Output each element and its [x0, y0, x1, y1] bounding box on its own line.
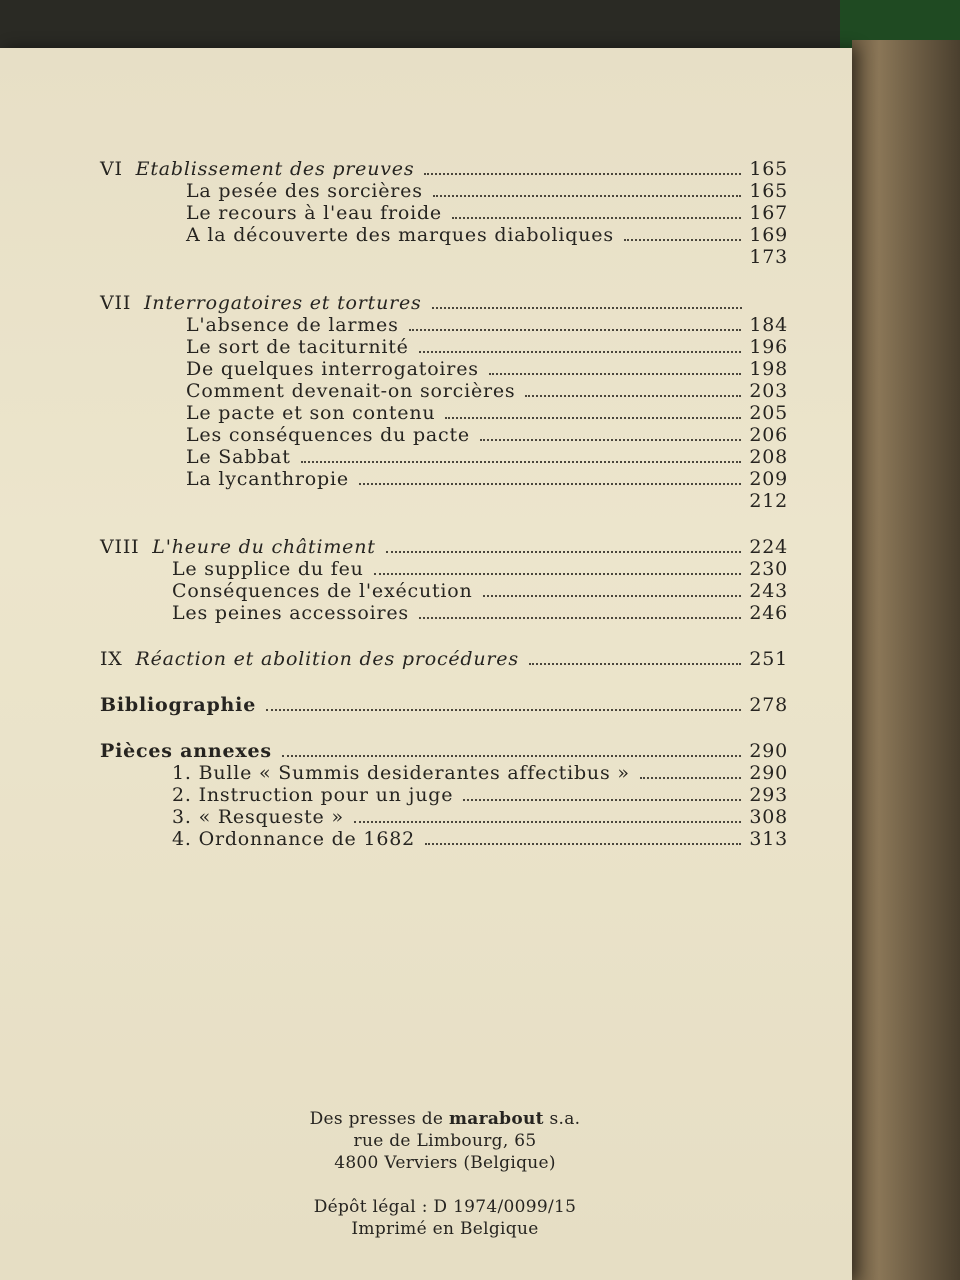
toc-item-label: Les conséquences du pacte: [186, 424, 470, 446]
publisher-imprint: [280, 1108, 610, 1240]
page-number: 246: [749, 602, 788, 624]
toc-item: [100, 468, 788, 490]
toc-item: [100, 558, 788, 580]
table-of-contents: [100, 158, 788, 850]
toc-item: [100, 336, 788, 358]
leader-dots: [409, 329, 742, 331]
toc-annexes: [100, 740, 788, 762]
toc-item: [100, 358, 788, 380]
page-number: 313: [749, 828, 788, 850]
page-number: 212: [749, 490, 788, 512]
page-number: 203: [749, 380, 788, 402]
toc-item: [100, 424, 788, 446]
leader-dots: [419, 351, 742, 353]
toc-item: [100, 446, 788, 468]
toc-item-label: La pesée des sorcières: [186, 180, 423, 202]
toc-item-label: Les peines accessoires: [172, 602, 409, 624]
page-number: 206: [749, 424, 788, 446]
page-number: 184: [749, 314, 788, 336]
toc-item: [100, 314, 788, 336]
page-number: 293: [749, 784, 788, 806]
bibliography-label: Bibliographie: [100, 694, 257, 716]
toc-item: [100, 202, 788, 224]
leader-dots: [282, 755, 741, 757]
imprint-suffix: s.a.: [549, 1109, 581, 1129]
leader-dots: [374, 573, 742, 575]
leader-dots: [386, 551, 742, 553]
toc-chapter-viii: [100, 536, 788, 558]
imprint-city: 4800 Verviers (Belgique): [334, 1153, 556, 1173]
toc-item-label: 4. Ordonnance de 1682: [172, 828, 415, 850]
page-number: 224: [749, 536, 788, 558]
toc-chapter-vi: [100, 158, 788, 180]
imprint-publisher-line: [280, 1108, 610, 1130]
leader-dots: [419, 617, 741, 619]
toc-item: [100, 246, 788, 268]
page-number: 169: [749, 224, 788, 246]
toc-item-label: L'absence de larmes: [186, 314, 399, 336]
toc-item-label: Le Sabbat: [186, 446, 291, 468]
toc-item-label: Le pacte et son contenu: [186, 402, 436, 424]
toc-item: [100, 380, 788, 402]
leader-dots: [525, 395, 741, 397]
chapter-number: IX: [100, 648, 123, 670]
leader-dots: [640, 777, 742, 779]
toc-item: [100, 580, 788, 602]
chapter-title: L'heure du châtiment: [152, 536, 376, 558]
leader-dots: [483, 595, 742, 597]
toc-item: [100, 806, 788, 828]
page-number: 243: [749, 580, 788, 602]
toc-item: [100, 224, 788, 246]
toc-item-label: Comment devenait-on sorcières: [186, 380, 516, 402]
page-number: 308: [749, 806, 788, 828]
toc-item-label: 3. « Resqueste »: [172, 806, 344, 828]
toc-item-label: A la découverte des marques diaboliques: [186, 224, 614, 246]
toc-item: [100, 490, 788, 512]
page-number: 290: [749, 740, 788, 762]
toc-item: [100, 762, 788, 784]
toc-item: [100, 180, 788, 202]
page-number: 205: [749, 402, 788, 424]
page-number: 290: [749, 762, 788, 784]
leader-dots: [425, 843, 741, 845]
toc-chapter-ix: [100, 648, 788, 670]
leader-dots: [463, 799, 741, 801]
toc-item-label: Le recours à l'eau froide: [186, 202, 442, 224]
imprint-street: rue de Limbourg, 65: [353, 1131, 537, 1151]
book-page-edge: [852, 40, 960, 1280]
toc-item: [100, 828, 788, 850]
toc-item: [100, 784, 788, 806]
leader-dots: [301, 461, 742, 463]
chapter-title: Réaction et abolition des procédures: [135, 648, 519, 670]
leader-dots: [452, 217, 741, 219]
toc-item-label: 2. Instruction pour un juge: [172, 784, 454, 806]
legal-deposit: Dépôt légal : D 1974/0099/15: [313, 1197, 577, 1217]
leader-dots: [432, 307, 742, 309]
page-number: 165: [749, 180, 788, 202]
annexes-label: Pièces annexes: [100, 740, 272, 762]
page-number: 278: [749, 694, 788, 716]
printed-in: Imprimé en Belgique: [351, 1219, 539, 1239]
leader-dots: [624, 239, 741, 241]
page-number: 196: [749, 336, 788, 358]
toc-item-label: Conséquences de l'exécution: [172, 580, 473, 602]
chapter-number: VIII: [100, 536, 140, 558]
leader-dots: [433, 195, 742, 197]
page-number: 167: [749, 202, 788, 224]
leader-dots: [529, 663, 741, 665]
leader-dots: [489, 373, 742, 375]
toc-item-label: De quelques interrogatoires: [186, 358, 479, 380]
leader-dots: [359, 483, 741, 485]
leader-dots: [424, 173, 741, 175]
chapter-number: VI: [100, 158, 123, 180]
chapter-number: VII: [100, 292, 132, 314]
toc-item-label: 1. Bulle « Summis desiderantes affectibus »: [172, 762, 630, 784]
leader-dots: [480, 439, 741, 441]
page-number: 165: [749, 158, 788, 180]
book-page: [0, 48, 852, 1280]
toc-item-label: Le supplice du feu: [172, 558, 364, 580]
toc-item: [100, 602, 788, 624]
page-number: 251: [749, 648, 788, 670]
page-number: 173: [749, 246, 788, 268]
toc-item-label: La lycanthropie: [186, 468, 349, 490]
toc-item-label: Le sort de taciturnité: [186, 336, 409, 358]
toc-bibliography: [100, 694, 788, 716]
chapter-title: Interrogatoires et tortures: [143, 292, 422, 314]
toc-item: [100, 402, 788, 424]
imprint-prefix: Des presses de: [309, 1109, 444, 1129]
publisher-brand: marabout: [448, 1109, 544, 1129]
leader-dots: [266, 709, 741, 711]
chapter-title: Etablissement des preuves: [135, 158, 415, 180]
page-number: 208: [749, 446, 788, 468]
toc-chapter-vii: [100, 292, 788, 314]
page-number: 230: [749, 558, 788, 580]
page-number: 209: [749, 468, 788, 490]
leader-dots: [354, 821, 741, 823]
page-number: 198: [749, 358, 788, 380]
leader-dots: [445, 417, 741, 419]
